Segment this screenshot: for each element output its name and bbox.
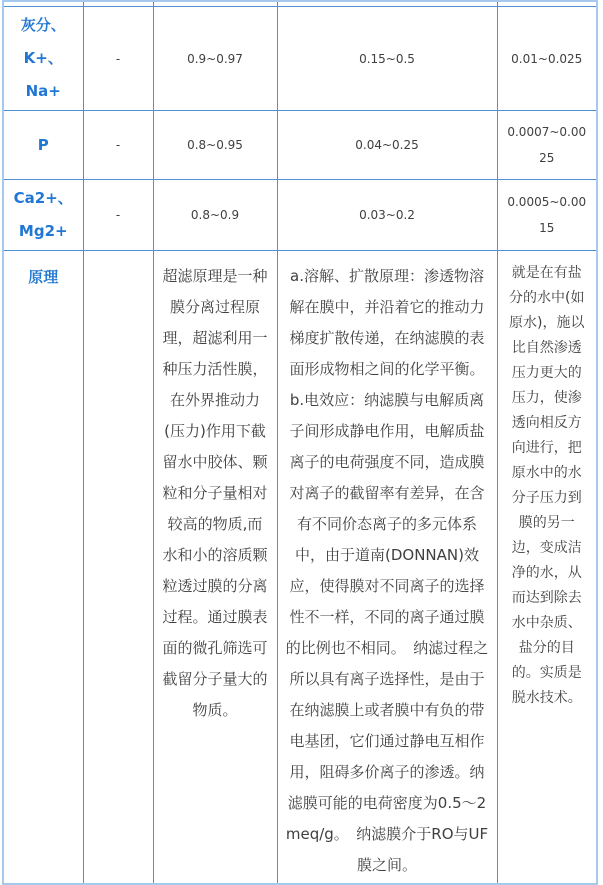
table-row-p (3, 111, 597, 180)
dash-cell (83, 251, 153, 885)
nf-principle-cell: a.溶解、扩散原理：渗透物溶解在膜中，并沿着它的推动力梯度扩散传递，在纳滤膜的表面形成物相之间的化学平衡。b.电效应：纳滤膜与电解质离子间形成静电作用，电解质盐离子的电荷强度不同，造成膜对离子的截留率有差异，在含有不同价态离子的多元体系中，由于道南(DONNAN)效应，使得膜对不同离子的选择性不一样，不同的离子通过膜的比例也不相同。 纳滤过程之所以具有离子选择性，是由于在纳滤膜上或者膜中有负的带电基团，它们通过静电互相作用，阻碍多价离子的渗透。纳滤膜可能的电荷密度为0.5～2meq/g。 纳滤膜介于RO与UF膜之间。 (277, 251, 497, 885)
uf-principle-cell: 超滤原理是一种膜分离过程原理，超滤利用一种压力活性膜，在外界推动力(压力)作用下截留水中胶体、颗粒和分子量相对较高的物质,而水和小的溶质颗粒透过膜的分离过程。通过膜表面的微孔筛选可截留分子量大的物质。 (153, 251, 277, 885)
table-row-principle (3, 251, 597, 885)
uf-value-cell: 0.9~0.97 (153, 7, 277, 111)
dash-cell: - (83, 180, 153, 251)
dash-cell: - (83, 111, 153, 180)
uf-value-cell: 0.8~0.95 (153, 111, 277, 180)
ro-value-cell: 0.0007~0.0025 (497, 111, 597, 180)
dash-cell: - (83, 7, 153, 111)
row-header-cell: 原理 (3, 251, 83, 885)
ro-value-cell: 0.01~0.025 (497, 7, 597, 111)
nf-value-cell: 0.15~0.5 (277, 7, 497, 111)
row-header-cell: Ca2+、Mg2+ (3, 180, 83, 251)
ro-value-cell: 0.0005~0.0015 (497, 180, 597, 251)
membrane-comparison-table (2, 0, 598, 885)
row-header-cell: 灰分、K+、Na+ (3, 7, 83, 111)
nf-value-cell: 0.03~0.2 (277, 180, 497, 251)
table-row-ca-mg (3, 180, 597, 251)
ro-principle-cell: 就是在有盐分的水中(如原水)，施以比自然渗透压力更大的压力，使渗透向相反方向进行，把原水中的水分子压力到膜的另一边，变成洁净的水，从而达到除去水中杂质、盐分的目的。实质是脱水技术。 (497, 251, 597, 885)
row-header-cell: P (3, 111, 83, 180)
table-row-ash-k-na (3, 7, 597, 111)
uf-value-cell: 0.8~0.9 (153, 180, 277, 251)
nf-value-cell: 0.04~0.25 (277, 111, 497, 180)
